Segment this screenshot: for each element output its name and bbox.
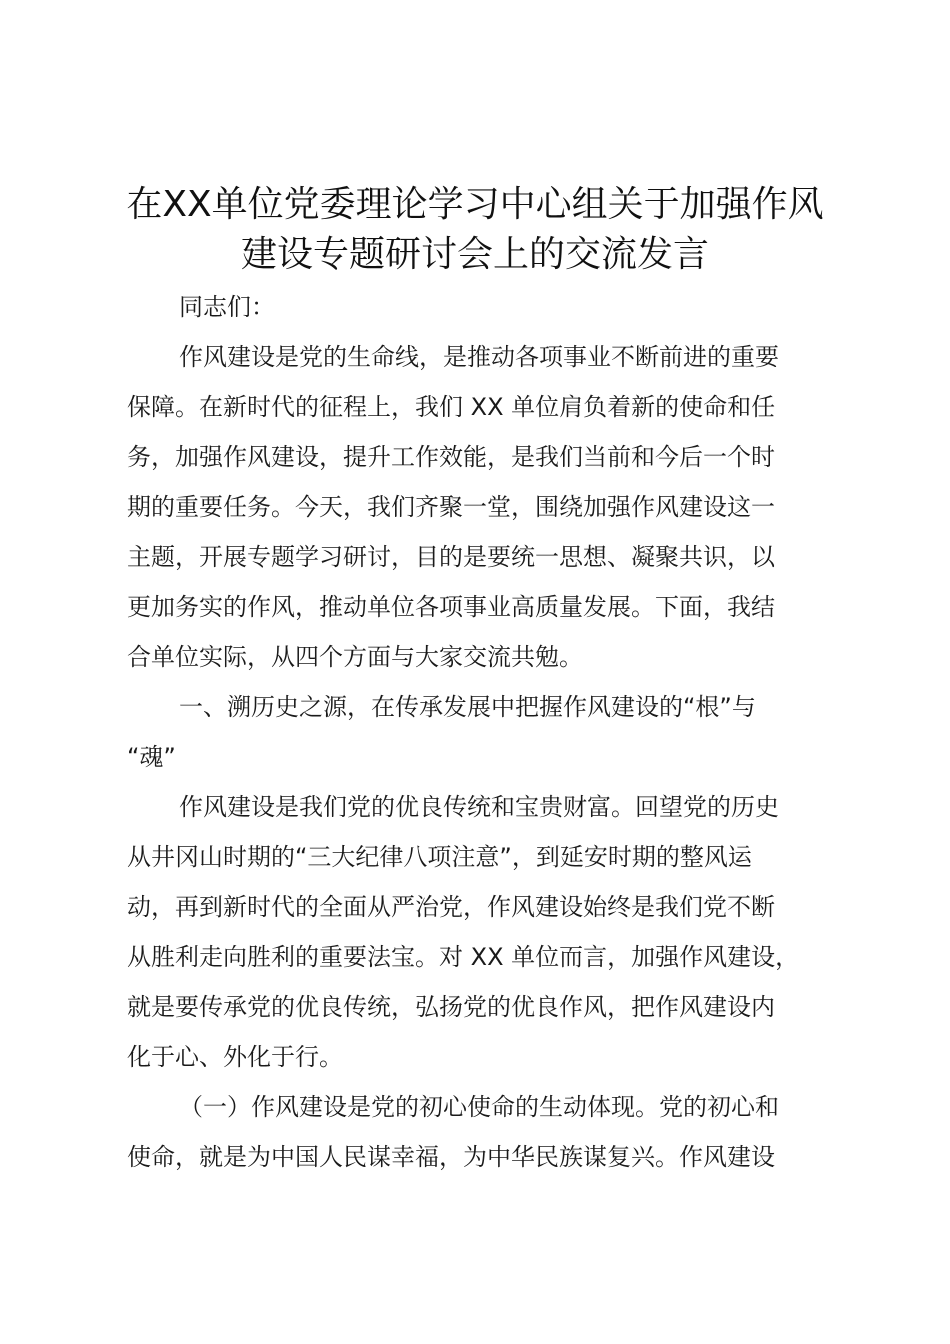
paragraph-line: 作风建设是我们党的优良传统和宝贵财富。回望党的历史 bbox=[179, 793, 779, 821]
document-title bbox=[110, 180, 840, 280]
paragraph-line: 从井冈山时期的“三大纪律八项注意”，到延安时期的整风运 bbox=[127, 843, 752, 871]
paragraph-line: 从胜利走向胜利的重要法宝。对 XX 单位而言，加强作风建设， bbox=[127, 943, 800, 971]
paragraph-line: 使命，就是为中国人民谋幸福，为中华民族谋复兴。作风建设 bbox=[127, 1143, 775, 1171]
paragraph-line: 主题，开展专题学习研讨，目的是要统一思想、凝聚共识，以 bbox=[127, 543, 775, 571]
paragraph-line: 务，加强作风建设，提升工作效能，是我们当前和今后一个时 bbox=[127, 443, 775, 471]
paragraph-line: 作风建设是党的生命线，是推动各项事业不断前进的重要 bbox=[179, 343, 779, 371]
paragraph-line: 就是要传承党的优良传统，弘扬党的优良作风，把作风建设内 bbox=[127, 993, 775, 1021]
paragraph-line: 合单位实际，从四个方面与大家交流共勉。 bbox=[127, 643, 583, 671]
salutation: 同志们： bbox=[179, 293, 275, 321]
paragraph-line: 期的重要任务。今天，我们齐聚一堂，围绕加强作风建设这一 bbox=[127, 493, 775, 521]
section-heading: 一、溯历史之源，在传承发展中把握作风建设的“根”与 bbox=[179, 693, 756, 721]
title-line-1: 在XX单位党委理论学习中心组关于加强作风 bbox=[126, 184, 824, 225]
paragraph-line: 化于心、外化于行。 bbox=[127, 1043, 343, 1071]
subsection-heading: （一）作风建设是党的初心使命的生动体现。党的初心和 bbox=[179, 1093, 779, 1121]
section-heading: “魂” bbox=[127, 743, 176, 771]
paragraph-line: 保障。在新时代的征程上，我们 XX 单位肩负着新的使命和任 bbox=[127, 393, 776, 421]
paragraph-line: 更加务实的作风，推动单位各项事业高质量发展。下面，我结 bbox=[127, 593, 775, 621]
paragraph-line: 动，再到新时代的全面从严治党，作风建设始终是我们党不断 bbox=[127, 893, 775, 921]
document-body bbox=[127, 282, 833, 1182]
title-line-2: 建设专题研讨会上的交流发言 bbox=[240, 234, 709, 275]
